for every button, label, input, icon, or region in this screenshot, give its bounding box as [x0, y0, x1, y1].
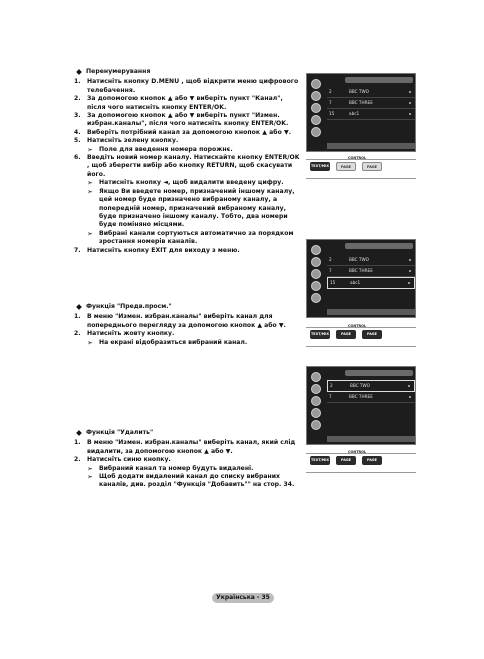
step-item: 1. Натисніть кнопку D.MENU , щоб відкрити меню цифрового телебачення. [74, 78, 299, 94]
preview-section [74, 303, 302, 347]
channel-row-selected: 15 abc1 [327, 277, 415, 289]
favorite-dot-icon [409, 91, 411, 93]
step-item: 2. Натисніть синю кнопку. [74, 456, 171, 464]
menu-icon [311, 281, 321, 291]
note-arrow-icon: ➣ [87, 338, 93, 347]
note-item: ➣ Натисніть кнопку ◄, щоб видалити введену цифру. [87, 179, 284, 188]
menu-icon [311, 372, 321, 382]
step-item: 5. Натисніть зелену кнопку. [74, 137, 179, 145]
menu-icon [311, 115, 321, 125]
note-arrow-icon: ➣ [87, 187, 93, 196]
menu-icon [311, 408, 321, 418]
menu-footer-bar [327, 143, 415, 149]
preview-heading: Функція "Предв.просм." [74, 303, 302, 311]
step-item: 2. Натисніть жовту кнопку. [74, 330, 175, 338]
channel-row: 7 BBC THREE [327, 266, 415, 277]
channel-row: 7 BBC THREE [327, 392, 415, 403]
diamond-bullet-icon [76, 304, 82, 310]
diamond-bullet-icon [76, 69, 82, 75]
channel-list [327, 255, 415, 289]
menu-footer-bar [327, 436, 415, 442]
step-item: 2. За допомогою кнопок ▲ або ▼ виберіть пункт "Канал", після чого натисніть кнопку ENTER/OK. [74, 95, 283, 111]
tv-screen-illustration [306, 73, 416, 152]
menu-icon [311, 269, 321, 279]
menu-icon-column [309, 370, 323, 442]
note-item: ➣ Поле для введення номера порожнє. [87, 145, 233, 154]
channel-row: 2 BBC TWO [327, 255, 415, 266]
favorite-dot-icon [408, 282, 410, 284]
delete-heading: Функція "Удалить" [74, 429, 302, 437]
remote-buttons-illustration: CONTROL TEXT/MIX PAGE PAGE [306, 156, 416, 180]
note-arrow-icon: ➣ [87, 464, 93, 473]
remote-buttons-illustration: CONTROL TEXT/MIX PAGE PAGE [306, 324, 416, 348]
note-item: ➣ Вибрані канали сортуються автоматично за порядком зростання номерів каналів. [87, 229, 294, 246]
step-item: 1. В меню "Измен. избран.каналы" виберіть канал, який слід видалити, за допомогою кнопок ▲ або ▼. [74, 439, 296, 455]
renumber-section [74, 68, 302, 255]
diamond-bullet-icon [76, 430, 82, 436]
channel-row: 2 BBC TWO [327, 87, 415, 98]
note-item: ➣ Вибраний канал та номер будуть видалені. [87, 464, 254, 473]
note-arrow-icon: ➣ [87, 145, 93, 154]
channel-row-selected: 2 BBC TWO [327, 380, 415, 392]
page-number-badge: Українська - 35 [212, 593, 274, 603]
menu-icon [311, 91, 321, 101]
channel-row: 15 abc1 [327, 109, 415, 120]
renumber-heading: Перенумерування [74, 68, 302, 76]
favorite-dot-icon [408, 385, 410, 387]
favorite-dot-icon [409, 396, 411, 398]
delete-section [74, 429, 302, 490]
step-item: 4. Виберіть потрібний канал за допомогою кнопок ▲ або ▼. [74, 128, 292, 136]
menu-icon [311, 384, 321, 394]
menu-footer-bar [327, 309, 415, 315]
menu-icon [311, 79, 321, 89]
note-arrow-icon: ➣ [87, 473, 93, 482]
menu-title-bar [345, 77, 413, 83]
step-item: 1. В меню "Измен. избран.каналы" виберіть канал для попереднього перегляду за допомогою кнопок ▲ або ▼. [74, 313, 286, 329]
note-item: ➣ Якщо Ви введете номер, призначений іншому каналу, цей номер буде призначено вибраному каналу, а попередній номер, призначений вибраному каналу, буде призначено іншому каналу. Тобто, два номери буде поміняно місцями. [87, 187, 295, 229]
channel-list [327, 87, 415, 120]
menu-icon-column [309, 77, 323, 149]
remote-buttons-illustration: CONTROL TEXT/MIX PAGE PAGE [306, 450, 416, 474]
note-arrow-icon: ➣ [87, 179, 93, 188]
step-item: 3. За допомогою кнопок ▲ або ▼ виберіть пункт "Измен. избран.каналы", після чого натисніть кнопку ENTER/OK. [74, 112, 289, 128]
favorite-dot-icon [409, 113, 411, 115]
channel-list [327, 380, 415, 403]
menu-title-bar [345, 370, 413, 376]
menu-icon-column [309, 243, 323, 315]
note-item: ➣ Щоб додати видалений канал до списку вибраних каналів, див. розділ "Функція "Добавить"" на стор. 34. [87, 473, 295, 489]
menu-icon [311, 257, 321, 267]
menu-icon [311, 127, 321, 137]
note-item: ➣ На екрані відобразиться вибраний канал. [87, 338, 248, 347]
note-arrow-icon: ➣ [87, 229, 93, 238]
menu-title-bar [345, 243, 413, 249]
menu-icon [311, 245, 321, 255]
favorite-dot-icon [409, 259, 411, 261]
channel-row: 7 BBC THREE [327, 98, 415, 109]
menu-icon [311, 103, 321, 113]
step-item: 7. Натисніть кнопку EXIT для виходу з меню. [74, 246, 240, 254]
favorite-dot-icon [409, 102, 411, 104]
menu-icon [311, 396, 321, 406]
step-item: 6. Введіть новий номер каналу. Натискайте кнопку ENTER/OK , щоб зберегти вибір або кнопку RETURN, щоб скасувати його. [74, 154, 300, 178]
menu-icon [311, 293, 321, 303]
tv-screen-illustration [306, 239, 416, 318]
menu-icon [311, 420, 321, 430]
favorite-dot-icon [409, 270, 411, 272]
tv-screen-illustration [306, 366, 416, 445]
